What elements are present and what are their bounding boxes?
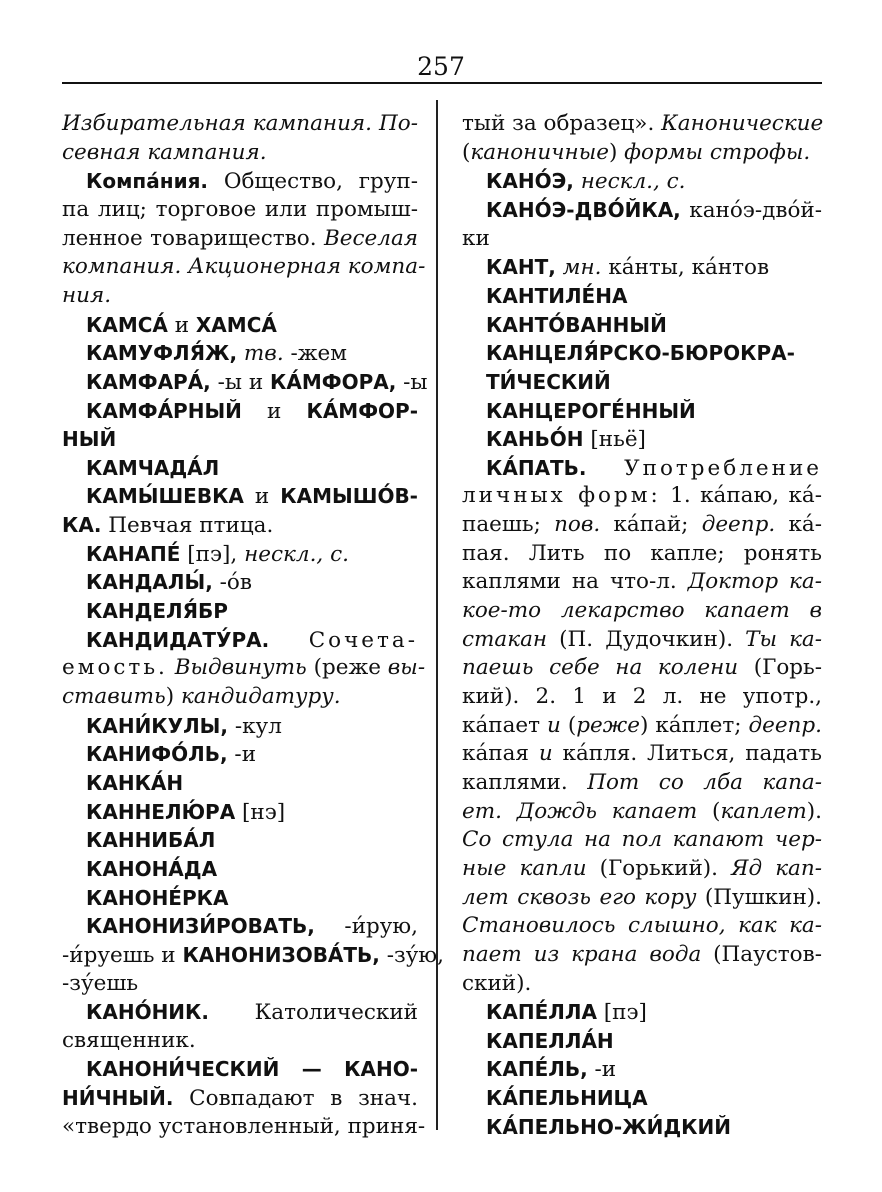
line-text: (реже [306, 655, 388, 681]
headword: КАНЬО́Н [486, 427, 584, 452]
line-text: Общество, груп- [208, 169, 418, 195]
headword: КАНИФО́ЛЬ, [86, 742, 228, 767]
text-line [86, 998, 418, 1026]
headword: КАНАПЕ́ [86, 541, 181, 566]
headword: КАНО́Э-ДВО́ЙКА, [486, 197, 681, 222]
line-text: деепр. [748, 712, 822, 738]
line-text: (Пушкин). [696, 884, 822, 910]
text-line [462, 683, 822, 711]
line-text: мн. [562, 255, 602, 281]
line-text: Католический [209, 1000, 418, 1026]
line-text: [ньё] [583, 427, 646, 453]
page-number: 257 [417, 52, 465, 81]
line-text: -о́в [212, 570, 252, 596]
line-text: ( [560, 712, 577, 738]
headword: КАМУФЛЯ́Ж, [86, 341, 238, 366]
line-text: и [167, 312, 196, 338]
line-text: реже [576, 712, 640, 738]
line-text: кандидатуру. [180, 684, 341, 709]
line-text: ский). [462, 970, 532, 996]
headword: НЫЙ [62, 427, 117, 452]
line-text: каплями на что-л. [462, 569, 688, 595]
headword: КАНО́НИК. [86, 1000, 209, 1025]
text-line [86, 626, 418, 654]
line-text: -и́руешь и [62, 942, 183, 968]
text-line [86, 826, 418, 854]
text-line [486, 196, 822, 224]
headword: КАМСА́ [86, 312, 168, 337]
text-line [462, 740, 822, 768]
line-text: нескл., с. [244, 541, 349, 567]
header-rule [62, 82, 822, 84]
line-text: -зу́ю, [379, 942, 444, 968]
text-line [462, 110, 822, 138]
text-line [462, 712, 822, 740]
line-text: ( [697, 798, 721, 824]
line-text: Совпадают в знач. [173, 1086, 418, 1112]
line-text: каноничные [470, 139, 609, 165]
line-text [237, 341, 244, 366]
line-text: -зу́ешь [62, 970, 139, 996]
line-text: ния. [62, 282, 112, 308]
headword: КАНКА́Н [86, 770, 184, 795]
line-text: -и [587, 1057, 617, 1083]
headword: КАНЦЕЛЯ́РСКО-БЮРОКРА- [486, 341, 795, 366]
text-line [462, 855, 822, 883]
text-line [486, 998, 822, 1026]
line-text: пает из крана вода [462, 941, 702, 967]
line-text: пая. Лить по капле; ронять [462, 540, 822, 566]
text-line [462, 626, 822, 654]
line-text: Ты ка- [745, 626, 822, 652]
text-line [486, 1055, 822, 1083]
text-line [62, 1084, 418, 1112]
headword: КАМЫШО́В- [280, 484, 418, 509]
text-line [86, 1055, 418, 1083]
headword: КАНИ́КУЛЫ, [86, 713, 229, 738]
line-text: ( [462, 139, 471, 165]
line-text: Певчая птица. [101, 513, 274, 539]
line-text: ка́нты, ка́нтов [601, 255, 770, 281]
text-line [86, 540, 418, 568]
text-line [62, 654, 426, 682]
text-line [86, 167, 418, 195]
text-line [486, 311, 822, 339]
line-text: кано́э-дво́й- [680, 197, 822, 223]
text-line [62, 683, 418, 711]
line-text: и [547, 712, 561, 738]
headword: КАНТ, [486, 255, 556, 280]
headword: КАНТО́ВАННЫЙ [486, 312, 667, 337]
line-text: ка́пает [462, 712, 548, 738]
text-line [62, 225, 418, 253]
text-line [62, 253, 426, 281]
line-text: стакан [462, 626, 548, 652]
text-line [462, 568, 822, 596]
line-text: ). [806, 798, 822, 824]
text-line [462, 540, 822, 568]
text-line [62, 196, 418, 224]
text-line [86, 912, 418, 940]
line-text: кий). 2. 1 и 2 л. не употр., [462, 684, 822, 709]
line-text: ка́- [775, 512, 822, 538]
line-text: -кул [228, 713, 282, 739]
text-line [62, 941, 444, 969]
line-text: формы строфы. [624, 139, 811, 165]
text-line [486, 167, 822, 195]
line-text: ные капли [462, 855, 587, 881]
line-text: Яд кап- [731, 855, 822, 881]
headword: ТИ́ЧЕСКИЙ [486, 369, 611, 394]
text-line [86, 339, 418, 367]
column-divider [436, 100, 438, 1130]
line-text [269, 628, 308, 653]
line-text: ки [462, 225, 490, 251]
line-text: Выдвинуть [174, 655, 307, 681]
text-line [86, 368, 428, 396]
text-line [86, 597, 418, 625]
headword: КАНДЕЛЯ́БР [86, 599, 228, 623]
line-text: (П. Дудочкин). [547, 626, 746, 652]
line-text: компания. Акционерная компа- [62, 254, 426, 280]
headword: КАМФА́РНЫЙ [86, 398, 242, 423]
line-text: [нэ] [235, 799, 286, 825]
line-text: [пэ], [180, 541, 245, 567]
line-text: Избирательная кампания. По- [62, 111, 418, 136]
headword: КАМЧАДА́Л [86, 455, 220, 480]
text-line [486, 454, 822, 482]
line-text: пов. [554, 512, 601, 538]
headword: КАНОНИЗИ́РОВАТЬ, [86, 914, 315, 939]
text-line [86, 884, 418, 912]
text-line [486, 1027, 822, 1055]
headword: КА. [62, 513, 102, 538]
line-text: ка́пля. Литься, падать [552, 741, 822, 767]
headword: КАНОНИ́ЧЕСКИЙ — КАНО- [86, 1057, 418, 1082]
headword: КА́ПЕЛЬНИЦА [486, 1086, 648, 1111]
line-text: паешь; [462, 512, 555, 538]
headword: КАНО́Э, [486, 169, 574, 194]
headword: КА́ПАТЬ. [486, 455, 587, 480]
headword: КАНТИЛЕ́НА [486, 283, 628, 308]
line-text: нескл., с. [580, 169, 686, 195]
line-text: деепр. [701, 512, 776, 538]
line-text: ет. Дождь капает [462, 798, 698, 824]
line-text: севная кампания. [62, 139, 267, 165]
headword: КАННЕЛЮ́РА [86, 799, 236, 824]
text-line [462, 884, 822, 912]
text-line [486, 425, 822, 453]
line-text: ка́пай; [600, 512, 702, 538]
headword: КАМЫ́ШЕВКА [86, 484, 244, 509]
headword: КА́ПЕЛЬНО-ЖИ́ДКИЙ [486, 1114, 731, 1139]
line-text: Доктор ка- [687, 569, 822, 595]
headword: КАНОНА́ДА [86, 856, 218, 881]
line-text: (Горький). [586, 855, 732, 881]
line-text: и [243, 484, 281, 510]
line-text: ) [165, 684, 181, 709]
line-text: и [241, 398, 307, 424]
line-text [556, 255, 563, 280]
line-text: тый за образец». [462, 111, 662, 136]
headword: Компа́ния. [86, 169, 209, 194]
text-line [462, 970, 822, 998]
text-line [486, 397, 822, 425]
headword: КА́МФОРА, [270, 369, 397, 394]
line-text: (Паустов- [701, 941, 822, 967]
text-line [62, 970, 418, 998]
text-line [462, 654, 822, 682]
text-line [462, 798, 822, 826]
line-text: вы- [387, 655, 426, 681]
line-text: па лиц; торговое или промыш- [62, 196, 418, 222]
headword: КАННИБА́Л [86, 828, 216, 853]
line-text: «твердо установленный, приня- [62, 1113, 426, 1139]
headword: КАПЕ́ЛЬ, [486, 1057, 588, 1082]
text-line [486, 253, 822, 281]
headword: КАНОНЕ́РКА [86, 885, 229, 910]
line-text: каплет [720, 798, 807, 824]
line-text: ) ка́плет; [639, 712, 749, 738]
text-line [462, 826, 822, 854]
headword: ХАМСА́ [195, 312, 277, 337]
line-text: -ы и [210, 369, 270, 395]
line-text: и [538, 741, 553, 767]
text-line [86, 482, 418, 510]
line-text: лет сквозь его кору [462, 884, 697, 910]
text-line [462, 597, 822, 625]
headword: КАПЕ́ЛЛА [486, 1000, 597, 1025]
headword: КАПЕЛЛА́Н [486, 1028, 614, 1053]
line-text: -и́рую, [314, 914, 418, 940]
line-text: Со стула на пол капают чер- [462, 827, 822, 853]
line-text: паешь себе на колени [462, 655, 739, 681]
line-text: ленное товарищество. [62, 225, 324, 251]
text-line [62, 282, 418, 310]
line-text: емость. [62, 655, 168, 681]
line-text: священник. [62, 1027, 196, 1053]
line-text: тв. [243, 341, 284, 367]
line-text: 1. ка́паю, ка́- [660, 483, 823, 509]
line-text: Канонические [661, 111, 824, 136]
text-line [62, 139, 418, 167]
line-text: каплями. [462, 769, 588, 795]
line-text [587, 456, 625, 481]
text-line [486, 339, 822, 367]
text-line [86, 454, 418, 482]
line-text: Сочета- [308, 627, 418, 653]
text-line [86, 740, 418, 768]
line-text [168, 655, 175, 680]
text-line [86, 798, 418, 826]
text-line [86, 397, 418, 425]
line-text: -жем [283, 341, 347, 367]
headword: НИ́ЧНЫЙ. [62, 1086, 174, 1111]
text-line [86, 855, 418, 883]
line-text: [пэ] [596, 1000, 647, 1026]
text-line [486, 368, 822, 396]
headword: КА́МФОР- [306, 398, 418, 423]
line-text: личных форм: [462, 483, 661, 509]
text-line [486, 282, 822, 310]
text-line [86, 712, 418, 740]
text-line [462, 482, 822, 510]
headword: КАМФАРА́, [86, 369, 211, 394]
text-line [486, 1084, 822, 1112]
line-text: (Горь- [738, 655, 823, 681]
line-text: Пот со лба капа- [587, 769, 822, 795]
text-line [462, 769, 822, 797]
text-line [462, 941, 822, 969]
headword: КАНДИДАТУ́РА. [86, 627, 270, 652]
headword: КАНОНИЗОВА́ТЬ, [182, 942, 380, 967]
text-line [462, 912, 822, 940]
line-text: Веселая [323, 225, 418, 251]
line-text: кое-то лекарство капает в [462, 598, 822, 623]
text-line [462, 511, 822, 539]
text-line [86, 568, 418, 596]
text-line [462, 225, 822, 253]
headword: КАНЦЕРОГЕ́ННЫЙ [486, 398, 696, 423]
line-text: ставить [62, 684, 166, 709]
text-line [62, 110, 418, 138]
line-text: Становилось слышно, как ка- [462, 913, 822, 939]
text-line [486, 1113, 822, 1141]
text-line [62, 425, 418, 453]
line-text: -и [227, 742, 257, 768]
line-text: Употребление [624, 455, 822, 481]
text-line [62, 1113, 426, 1141]
line-text: -ы [396, 369, 428, 395]
text-line [86, 769, 418, 797]
text-line [86, 311, 418, 339]
line-text: ) [608, 139, 625, 165]
text-line [462, 139, 822, 167]
text-line [62, 511, 418, 539]
headword: КАНДАЛЫ́, [86, 570, 213, 595]
line-text [574, 169, 581, 194]
text-line [62, 1027, 418, 1055]
line-text: ка́пая [462, 741, 539, 767]
